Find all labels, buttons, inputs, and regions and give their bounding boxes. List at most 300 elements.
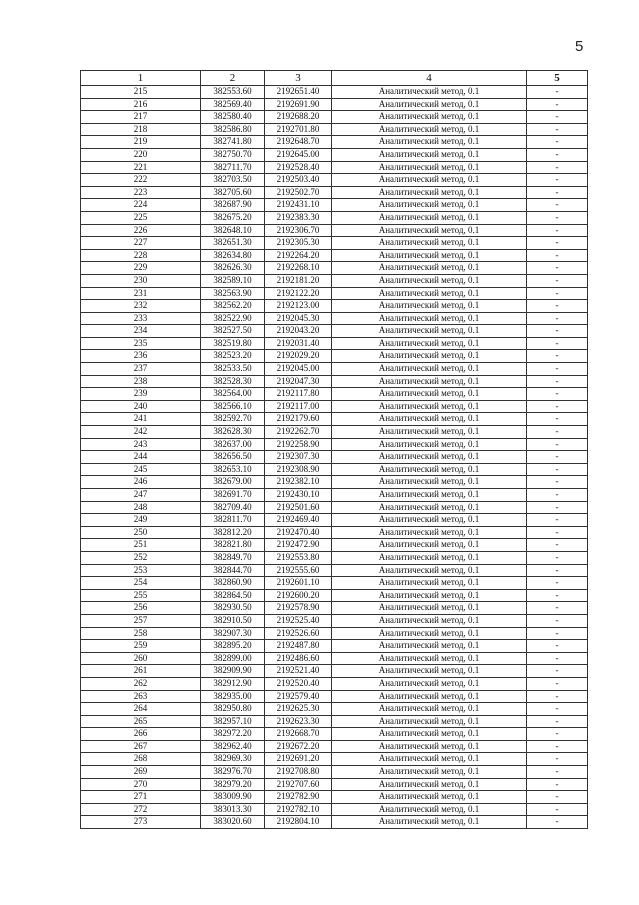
- note-cell: -: [527, 111, 588, 124]
- x-coordinate-cell: 382626.30: [201, 262, 265, 275]
- note-cell: -: [527, 388, 588, 401]
- table-row: [81, 325, 588, 338]
- page-number: 5: [575, 38, 584, 55]
- point-number-cell: 220: [81, 148, 201, 161]
- point-number-cell: 229: [81, 262, 201, 275]
- method-cell: Аналитический метод, 0.1: [332, 753, 527, 766]
- point-number-cell: 261: [81, 665, 201, 678]
- y-coordinate-cell: 2192502.70: [265, 186, 332, 199]
- y-coordinate-cell: 2192601.10: [265, 577, 332, 590]
- note-cell: -: [527, 287, 588, 300]
- x-coordinate-cell: 382651.30: [201, 237, 265, 250]
- note-cell: -: [527, 614, 588, 627]
- table-row: [81, 388, 588, 401]
- note-cell: -: [527, 564, 588, 577]
- x-coordinate-cell: 382930.50: [201, 602, 265, 615]
- x-coordinate-cell: 382519.80: [201, 337, 265, 350]
- point-number-cell: 252: [81, 551, 201, 564]
- y-coordinate-cell: 2192579.40: [265, 690, 332, 703]
- x-coordinate-cell: 382910.50: [201, 614, 265, 627]
- table-row: [81, 690, 588, 703]
- point-number-cell: 237: [81, 363, 201, 376]
- note-cell: -: [527, 400, 588, 413]
- y-coordinate-cell: 2192181.20: [265, 274, 332, 287]
- y-coordinate-cell: 2192625.30: [265, 703, 332, 716]
- point-number-cell: 271: [81, 791, 201, 804]
- note-cell: -: [527, 489, 588, 502]
- y-coordinate-cell: 2192487.80: [265, 640, 332, 653]
- note-cell: -: [527, 186, 588, 199]
- coordinates-table: [80, 70, 588, 829]
- table-row: [81, 337, 588, 350]
- point-number-cell: 230: [81, 274, 201, 287]
- point-number-cell: 259: [81, 640, 201, 653]
- y-coordinate-cell: 2192578.90: [265, 602, 332, 615]
- method-cell: Аналитический метод, 0.1: [332, 665, 527, 678]
- table-row: [81, 375, 588, 388]
- y-coordinate-cell: 2192688.20: [265, 111, 332, 124]
- note-cell: -: [527, 350, 588, 363]
- x-coordinate-cell: 382564.00: [201, 388, 265, 401]
- y-coordinate-cell: 2192691.90: [265, 98, 332, 111]
- point-number-cell: 250: [81, 526, 201, 539]
- note-cell: -: [527, 551, 588, 564]
- point-number-cell: 238: [81, 375, 201, 388]
- y-coordinate-cell: 2192651.40: [265, 86, 332, 99]
- method-cell: Аналитический метод, 0.1: [332, 325, 527, 338]
- point-number-cell: 265: [81, 715, 201, 728]
- point-number-cell: 239: [81, 388, 201, 401]
- y-coordinate-cell: 2192122.20: [265, 287, 332, 300]
- table-row: [81, 514, 588, 527]
- x-coordinate-cell: 382907.30: [201, 627, 265, 640]
- note-cell: -: [527, 86, 588, 99]
- note-cell: -: [527, 740, 588, 753]
- point-number-cell: 272: [81, 803, 201, 816]
- y-coordinate-cell: 2192117.80: [265, 388, 332, 401]
- x-coordinate-cell: 382592.70: [201, 413, 265, 426]
- point-number-cell: 253: [81, 564, 201, 577]
- note-cell: -: [527, 677, 588, 690]
- x-coordinate-cell: 382705.60: [201, 186, 265, 199]
- table-row: [81, 614, 588, 627]
- y-coordinate-cell: 2192555.60: [265, 564, 332, 577]
- point-number-cell: 269: [81, 766, 201, 779]
- point-number-cell: 266: [81, 728, 201, 741]
- method-cell: Аналитический метод, 0.1: [332, 300, 527, 313]
- x-coordinate-cell: 382553.60: [201, 86, 265, 99]
- table-row: [81, 451, 588, 464]
- method-cell: Аналитический метод, 0.1: [332, 388, 527, 401]
- table-row: [81, 199, 588, 212]
- point-number-cell: 225: [81, 211, 201, 224]
- point-number-cell: 232: [81, 300, 201, 313]
- method-cell: Аналитический метод, 0.1: [332, 363, 527, 376]
- point-number-cell: 245: [81, 463, 201, 476]
- method-cell: Аналитический метод, 0.1: [332, 778, 527, 791]
- x-coordinate-cell: 382864.50: [201, 589, 265, 602]
- x-coordinate-cell: 382527.50: [201, 325, 265, 338]
- note-cell: -: [527, 589, 588, 602]
- note-cell: -: [527, 325, 588, 338]
- method-cell: Аналитический метод, 0.1: [332, 791, 527, 804]
- x-coordinate-cell: 382957.10: [201, 715, 265, 728]
- note-cell: -: [527, 803, 588, 816]
- table-row: [81, 652, 588, 665]
- y-coordinate-cell: 2192308.90: [265, 463, 332, 476]
- y-coordinate-cell: 2192258.90: [265, 438, 332, 451]
- y-coordinate-cell: 2192043.20: [265, 325, 332, 338]
- point-number-cell: 273: [81, 816, 201, 829]
- method-cell: Аналитический метод, 0.1: [332, 287, 527, 300]
- method-cell: Аналитический метод, 0.1: [332, 111, 527, 124]
- y-coordinate-cell: 2192503.40: [265, 174, 332, 187]
- y-coordinate-cell: 2192668.70: [265, 728, 332, 741]
- point-number-cell: 231: [81, 287, 201, 300]
- method-cell: Аналитический метод, 0.1: [332, 438, 527, 451]
- point-number-cell: 226: [81, 224, 201, 237]
- point-number-cell: 260: [81, 652, 201, 665]
- table-row: [81, 476, 588, 489]
- table-row: [81, 766, 588, 779]
- y-coordinate-cell: 2192600.20: [265, 589, 332, 602]
- table-row: [81, 489, 588, 502]
- x-coordinate-cell: 382899.00: [201, 652, 265, 665]
- note-cell: -: [527, 640, 588, 653]
- y-coordinate-cell: 2192430.10: [265, 489, 332, 502]
- method-cell: Аналитический метод, 0.1: [332, 237, 527, 250]
- point-number-cell: 218: [81, 123, 201, 136]
- note-cell: -: [527, 438, 588, 451]
- table-row: [81, 463, 588, 476]
- table-row: [81, 249, 588, 262]
- y-coordinate-cell: 2192501.60: [265, 501, 332, 514]
- method-cell: Аналитический метод, 0.1: [332, 539, 527, 552]
- note-cell: -: [527, 451, 588, 464]
- note-cell: -: [527, 602, 588, 615]
- table-row: [81, 174, 588, 187]
- method-cell: Аналитический метод, 0.1: [332, 274, 527, 287]
- x-coordinate-cell: 382844.70: [201, 564, 265, 577]
- table-row: [81, 577, 588, 590]
- table-row: [81, 803, 588, 816]
- y-coordinate-cell: 2192472.90: [265, 539, 332, 552]
- x-coordinate-cell: 382653.10: [201, 463, 265, 476]
- point-number-cell: 257: [81, 614, 201, 627]
- x-coordinate-cell: 383009.90: [201, 791, 265, 804]
- table-row: [81, 501, 588, 514]
- note-cell: -: [527, 690, 588, 703]
- x-coordinate-cell: 382648.10: [201, 224, 265, 237]
- y-coordinate-cell: 2192382.10: [265, 476, 332, 489]
- y-coordinate-cell: 2192047.30: [265, 375, 332, 388]
- x-coordinate-cell: 382711.70: [201, 161, 265, 174]
- point-number-cell: 217: [81, 111, 201, 124]
- note-cell: -: [527, 501, 588, 514]
- method-cell: Аналитический метод, 0.1: [332, 136, 527, 149]
- point-number-cell: 219: [81, 136, 201, 149]
- x-coordinate-cell: 382821.80: [201, 539, 265, 552]
- x-coordinate-cell: 382811.70: [201, 514, 265, 527]
- table-row: [81, 627, 588, 640]
- method-cell: Аналитический метод, 0.1: [332, 375, 527, 388]
- x-coordinate-cell: 382935.00: [201, 690, 265, 703]
- table-row: [81, 665, 588, 678]
- table-row: [81, 526, 588, 539]
- note-cell: -: [527, 199, 588, 212]
- method-cell: Аналитический метод, 0.1: [332, 199, 527, 212]
- method-cell: Аналитический метод, 0.1: [332, 614, 527, 627]
- table-row: [81, 677, 588, 690]
- note-cell: -: [527, 363, 588, 376]
- y-coordinate-cell: 2192708.80: [265, 766, 332, 779]
- table-row: [81, 753, 588, 766]
- method-cell: Аналитический метод, 0.1: [332, 350, 527, 363]
- y-coordinate-cell: 2192520.40: [265, 677, 332, 690]
- note-cell: -: [527, 262, 588, 275]
- note-cell: -: [527, 300, 588, 313]
- y-coordinate-cell: 2192268.10: [265, 262, 332, 275]
- method-cell: Аналитический метод, 0.1: [332, 627, 527, 640]
- y-coordinate-cell: 2192262.70: [265, 426, 332, 439]
- table-row: [81, 426, 588, 439]
- y-coordinate-cell: 2192701.80: [265, 123, 332, 136]
- method-cell: Аналитический метод, 0.1: [332, 161, 527, 174]
- note-cell: -: [527, 665, 588, 678]
- point-number-cell: 249: [81, 514, 201, 527]
- x-coordinate-cell: 382909.90: [201, 665, 265, 678]
- note-cell: -: [527, 715, 588, 728]
- note-cell: -: [527, 753, 588, 766]
- x-coordinate-cell: 382563.90: [201, 287, 265, 300]
- method-cell: Аналитический метод, 0.1: [332, 728, 527, 741]
- x-coordinate-cell: 382566.10: [201, 400, 265, 413]
- y-coordinate-cell: 2192383.30: [265, 211, 332, 224]
- note-cell: -: [527, 766, 588, 779]
- note-cell: -: [527, 426, 588, 439]
- method-cell: Аналитический метод, 0.1: [332, 551, 527, 564]
- method-cell: Аналитический метод, 0.1: [332, 262, 527, 275]
- point-number-cell: 215: [81, 86, 201, 99]
- y-coordinate-cell: 2192123.00: [265, 300, 332, 313]
- x-coordinate-cell: 382895.20: [201, 640, 265, 653]
- y-coordinate-cell: 2192306.70: [265, 224, 332, 237]
- method-cell: Аналитический метод, 0.1: [332, 690, 527, 703]
- x-coordinate-cell: 382586.80: [201, 123, 265, 136]
- column-header-3: 3: [265, 71, 332, 86]
- table-header-row: [81, 71, 588, 86]
- note-cell: -: [527, 728, 588, 741]
- method-cell: Аналитический метод, 0.1: [332, 98, 527, 111]
- x-coordinate-cell: 382962.40: [201, 740, 265, 753]
- note-cell: -: [527, 375, 588, 388]
- y-coordinate-cell: 2192672.20: [265, 740, 332, 753]
- note-cell: -: [527, 148, 588, 161]
- x-coordinate-cell: 382860.90: [201, 577, 265, 590]
- point-number-cell: 263: [81, 690, 201, 703]
- method-cell: Аналитический метод, 0.1: [332, 803, 527, 816]
- method-cell: Аналитический метод, 0.1: [332, 589, 527, 602]
- table-row: [81, 274, 588, 287]
- method-cell: Аналитический метод, 0.1: [332, 312, 527, 325]
- method-cell: Аналитический метод, 0.1: [332, 249, 527, 262]
- table-row: [81, 589, 588, 602]
- x-coordinate-cell: 382562.20: [201, 300, 265, 313]
- method-cell: Аналитический метод, 0.1: [332, 703, 527, 716]
- method-cell: Аналитический метод, 0.1: [332, 526, 527, 539]
- table-row: [81, 564, 588, 577]
- point-number-cell: 244: [81, 451, 201, 464]
- note-cell: -: [527, 249, 588, 262]
- method-cell: Аналитический метод, 0.1: [332, 577, 527, 590]
- note-cell: -: [527, 703, 588, 716]
- table-row: [81, 778, 588, 791]
- table-row: [81, 539, 588, 552]
- note-cell: -: [527, 627, 588, 640]
- x-coordinate-cell: 382750.70: [201, 148, 265, 161]
- table-row: [81, 161, 588, 174]
- note-cell: -: [527, 514, 588, 527]
- method-cell: Аналитический метод, 0.1: [332, 816, 527, 829]
- method-cell: Аналитический метод, 0.1: [332, 174, 527, 187]
- point-number-cell: 248: [81, 501, 201, 514]
- method-cell: Аналитический метод, 0.1: [332, 451, 527, 464]
- table-row: [81, 703, 588, 716]
- point-number-cell: 241: [81, 413, 201, 426]
- note-cell: -: [527, 123, 588, 136]
- table-row: [81, 186, 588, 199]
- table-row: [81, 262, 588, 275]
- note-cell: -: [527, 577, 588, 590]
- y-coordinate-cell: 2192486.60: [265, 652, 332, 665]
- point-number-cell: 247: [81, 489, 201, 502]
- note-cell: -: [527, 526, 588, 539]
- table-row: [81, 237, 588, 250]
- point-number-cell: 227: [81, 237, 201, 250]
- point-number-cell: 242: [81, 426, 201, 439]
- x-coordinate-cell: 382656.50: [201, 451, 265, 464]
- note-cell: -: [527, 174, 588, 187]
- method-cell: Аналитический метод, 0.1: [332, 715, 527, 728]
- table-row: [81, 300, 588, 313]
- note-cell: -: [527, 312, 588, 325]
- y-coordinate-cell: 2192469.40: [265, 514, 332, 527]
- table-row: [81, 287, 588, 300]
- point-number-cell: 222: [81, 174, 201, 187]
- point-number-cell: 228: [81, 249, 201, 262]
- x-coordinate-cell: 383020.60: [201, 816, 265, 829]
- x-coordinate-cell: 382523.20: [201, 350, 265, 363]
- y-coordinate-cell: 2192431.10: [265, 199, 332, 212]
- note-cell: -: [527, 274, 588, 287]
- table-row: [81, 350, 588, 363]
- x-coordinate-cell: 382569.40: [201, 98, 265, 111]
- table-row: [81, 551, 588, 564]
- x-coordinate-cell: 382533.50: [201, 363, 265, 376]
- note-cell: -: [527, 652, 588, 665]
- y-coordinate-cell: 2192307.30: [265, 451, 332, 464]
- y-coordinate-cell: 2192117.00: [265, 400, 332, 413]
- y-coordinate-cell: 2192525.40: [265, 614, 332, 627]
- x-coordinate-cell: 382950.80: [201, 703, 265, 716]
- y-coordinate-cell: 2192029.20: [265, 350, 332, 363]
- y-coordinate-cell: 2192305.30: [265, 237, 332, 250]
- column-header-4: 4: [332, 71, 527, 86]
- method-cell: Аналитический метод, 0.1: [332, 602, 527, 615]
- method-cell: Аналитический метод, 0.1: [332, 677, 527, 690]
- point-number-cell: 268: [81, 753, 201, 766]
- column-header-2: 2: [201, 71, 265, 86]
- point-number-cell: 251: [81, 539, 201, 552]
- point-number-cell: 243: [81, 438, 201, 451]
- y-coordinate-cell: 2192264.20: [265, 249, 332, 262]
- column-header-1: 1: [81, 71, 201, 86]
- table-row: [81, 438, 588, 451]
- point-number-cell: 267: [81, 740, 201, 753]
- table-row: [81, 148, 588, 161]
- point-number-cell: 262: [81, 677, 201, 690]
- table-row: [81, 640, 588, 653]
- note-cell: -: [527, 337, 588, 350]
- method-cell: Аналитический метод, 0.1: [332, 211, 527, 224]
- note-cell: -: [527, 476, 588, 489]
- method-cell: Аналитический метод, 0.1: [332, 514, 527, 527]
- point-number-cell: 224: [81, 199, 201, 212]
- x-coordinate-cell: 382691.70: [201, 489, 265, 502]
- method-cell: Аналитический метод, 0.1: [332, 463, 527, 476]
- method-cell: Аналитический метод, 0.1: [332, 426, 527, 439]
- y-coordinate-cell: 2192470.40: [265, 526, 332, 539]
- y-coordinate-cell: 2192521.40: [265, 665, 332, 678]
- point-number-cell: 234: [81, 325, 201, 338]
- note-cell: -: [527, 816, 588, 829]
- x-coordinate-cell: 382972.20: [201, 728, 265, 741]
- note-cell: -: [527, 463, 588, 476]
- point-number-cell: 258: [81, 627, 201, 640]
- x-coordinate-cell: 382628.30: [201, 426, 265, 439]
- x-coordinate-cell: 382976.70: [201, 766, 265, 779]
- note-cell: -: [527, 791, 588, 804]
- x-coordinate-cell: 382687.90: [201, 199, 265, 212]
- y-coordinate-cell: 2192553.80: [265, 551, 332, 564]
- y-coordinate-cell: 2192526.60: [265, 627, 332, 640]
- point-number-cell: 270: [81, 778, 201, 791]
- x-coordinate-cell: 382528.30: [201, 375, 265, 388]
- y-coordinate-cell: 2192804.10: [265, 816, 332, 829]
- x-coordinate-cell: 382679.00: [201, 476, 265, 489]
- point-number-cell: 223: [81, 186, 201, 199]
- y-coordinate-cell: 2192645.00: [265, 148, 332, 161]
- method-cell: Аналитический метод, 0.1: [332, 413, 527, 426]
- y-coordinate-cell: 2192782.10: [265, 803, 332, 816]
- note-cell: -: [527, 224, 588, 237]
- point-number-cell: 240: [81, 400, 201, 413]
- method-cell: Аналитический метод, 0.1: [332, 224, 527, 237]
- method-cell: Аналитический метод, 0.1: [332, 766, 527, 779]
- x-coordinate-cell: 382979.20: [201, 778, 265, 791]
- table-row: [81, 111, 588, 124]
- y-coordinate-cell: 2192528.40: [265, 161, 332, 174]
- x-coordinate-cell: 382522.90: [201, 312, 265, 325]
- point-number-cell: 221: [81, 161, 201, 174]
- table-row: [81, 136, 588, 149]
- table-row: [81, 791, 588, 804]
- column-header-5: 5: [527, 71, 588, 86]
- point-number-cell: 236: [81, 350, 201, 363]
- point-number-cell: 216: [81, 98, 201, 111]
- note-cell: -: [527, 539, 588, 552]
- y-coordinate-cell: 2192045.00: [265, 363, 332, 376]
